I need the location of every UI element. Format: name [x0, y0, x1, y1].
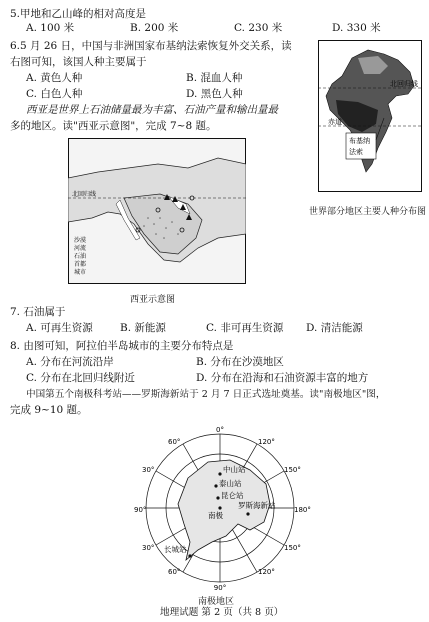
degree-180: 180°: [294, 506, 311, 514]
legend-city: 城市: [74, 269, 87, 276]
station-zhongshan: 中山站: [223, 465, 246, 474]
race-map: [318, 40, 422, 192]
q7-option-b: B. 新能源: [120, 322, 166, 334]
south-pole-label: 南极: [208, 511, 223, 520]
west-asia-caption: 西亚示意图: [130, 295, 176, 305]
q6-option-c: C. 白色人种: [26, 88, 83, 100]
q5-stem: 5.甲地和乙山峰的相对高度是: [10, 8, 147, 20]
race-map-country-label-2: 法索: [349, 148, 363, 156]
q6-option-b: B. 混血人种: [186, 72, 243, 84]
legend-capital: 首都: [74, 261, 87, 268]
q8-option-a: A. 分布在河流沿岸: [26, 356, 114, 368]
legend-river: 河流: [74, 245, 87, 252]
race-map-caption: 世界部分地区主要人种分布图: [309, 207, 427, 217]
degree-30-left: 30°: [142, 466, 155, 474]
degree-150-right: 150°: [284, 466, 301, 474]
station-great-wall: 长城站: [164, 545, 187, 554]
q7-option-d: D. 清洁能源: [306, 322, 363, 334]
q8-option-c: C. 分布在北回归线附近: [26, 372, 135, 384]
passage1-line2: 多的地区。读"西亚示意图"，完成 7~8 题。: [10, 120, 217, 132]
station-ross-sea: 罗斯海新站: [238, 501, 276, 510]
degree-120-bottom: 120°: [258, 568, 275, 576]
q7-option-c: C. 非可再生资源: [206, 322, 284, 334]
station-kunlun: 昆仑站: [221, 491, 244, 500]
q5-option-b: B. 200 米: [130, 22, 179, 34]
q5-option-c: C. 230 米: [234, 22, 283, 34]
antarctic-map: [128, 424, 312, 592]
antarctic-caption: 南极地区: [198, 597, 235, 607]
q8-stem: 8. 由图可知，阿拉伯半岛城市的主要分布特点是: [10, 340, 234, 352]
west-asia-map: [68, 138, 246, 284]
legend-desert: 沙漠: [74, 237, 87, 244]
q7-option-a: A. 可再生资源: [26, 322, 93, 334]
q6-option-d: D. 黑色人种: [186, 88, 243, 100]
degree-60-bottom: 60°: [168, 568, 181, 576]
station-taishan: 泰山站: [219, 479, 242, 488]
q6-stem-2: 右图可知，该国人种主要属于: [10, 56, 147, 68]
q6-stem-1: 6.5 月 26 日，中国与非洲国家布基纳法索恢复外交关系，读: [10, 40, 292, 52]
passage2-line2: 完成 9~10 题。: [10, 404, 88, 416]
q5-option-a: A. 100 米: [26, 22, 75, 34]
page-footer: 地理试题 第 2 页（共 8 页）: [160, 607, 284, 618]
race-map-equator-label: 赤道: [328, 118, 342, 126]
q5-option-d: D. 330 米: [332, 22, 381, 34]
degree-0: 0°: [216, 426, 224, 434]
q8-option-d: D. 分布在沿海和石油资源丰富的地方: [196, 372, 369, 384]
degree-150-lower: 150°: [284, 544, 301, 552]
legend-oil: 石油: [74, 253, 87, 260]
degree-30-lower: 30°: [142, 544, 155, 552]
q6-option-a: A. 黄色人种: [26, 72, 83, 84]
q8-option-b: B. 分布在沙漠地区: [196, 356, 284, 368]
west-asia-tropic-label: 北回归线: [72, 191, 97, 198]
race-map-country-label-1: 布基纳: [349, 137, 370, 145]
passage1-line1: 西亚是世界上石油储量最为丰富、石油产量和输出量最: [26, 104, 278, 116]
race-map-tropic-label: 北回归线: [390, 80, 418, 88]
degree-90-left: 90°: [134, 506, 147, 514]
passage2-line1: 中国第五个南极科考站——罗斯海新站于 2 月 7 日正式选址奠基。读"南极地区"图，: [26, 389, 386, 400]
degree-90-bottom: 90°: [213, 584, 227, 592]
q7-stem: 7. 石油属于: [10, 306, 66, 318]
degree-120-top: 120°: [258, 438, 275, 446]
degree-60-top: 60°: [168, 438, 181, 446]
